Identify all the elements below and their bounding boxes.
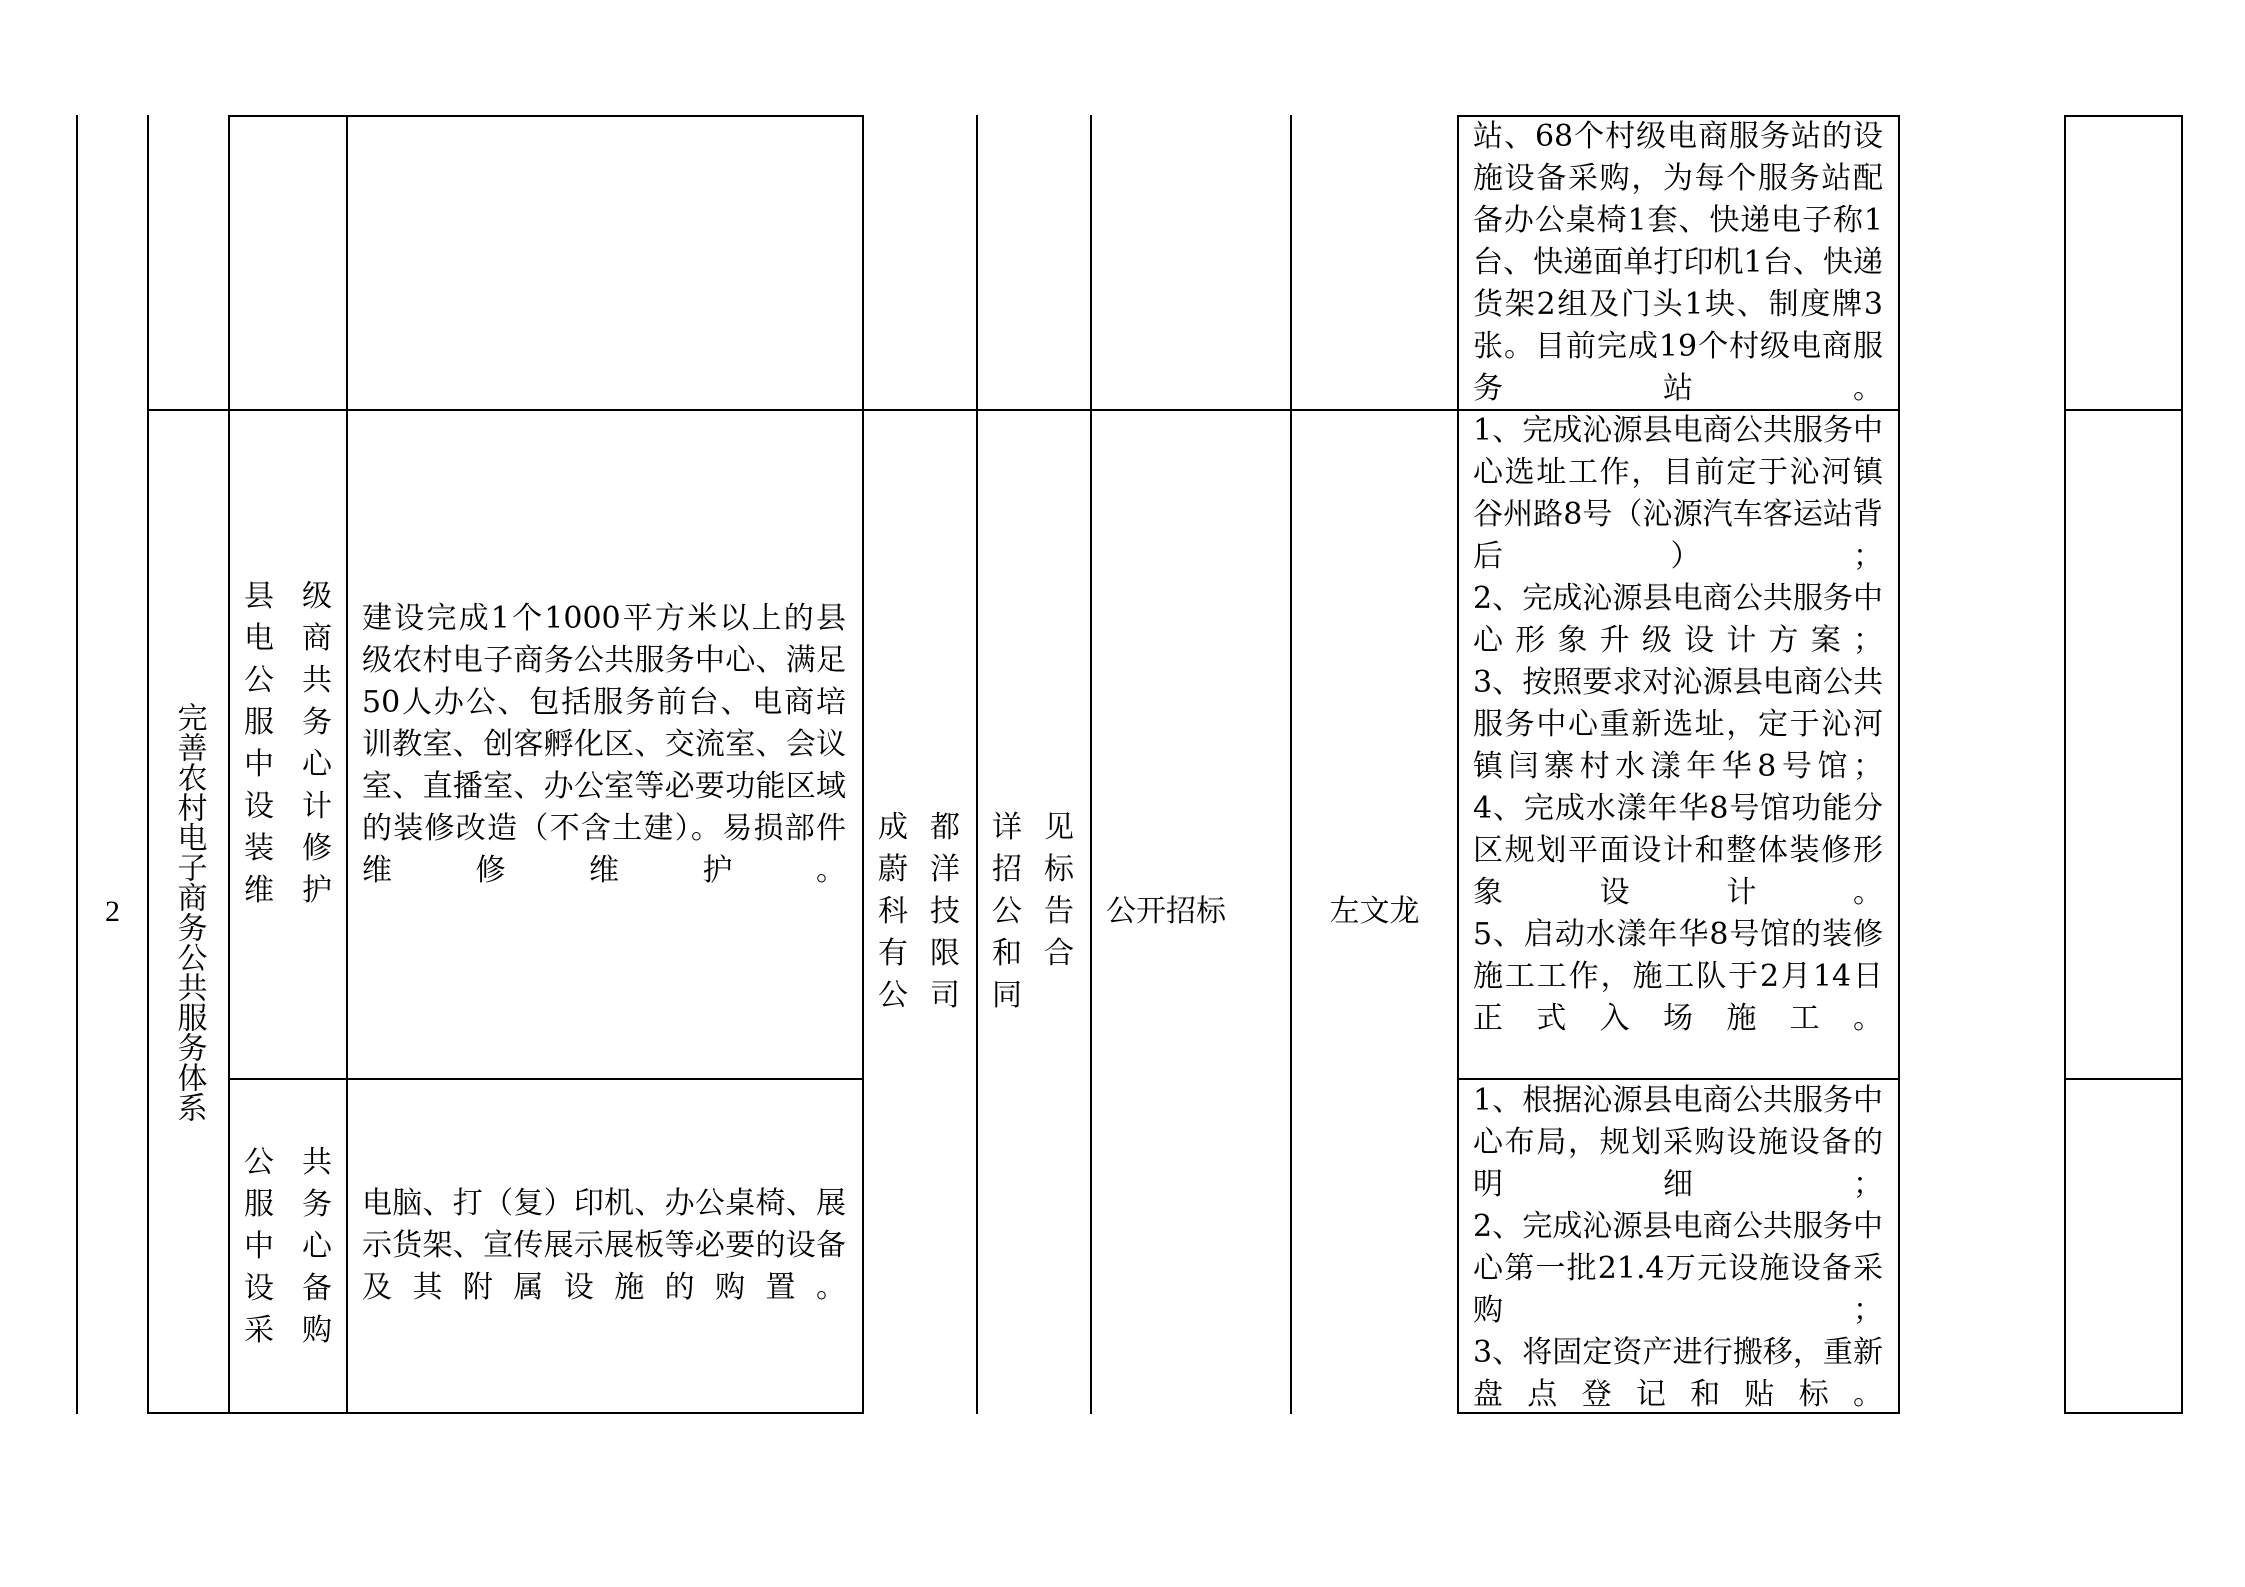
- grid-line: [2064, 115, 2183, 117]
- progress-text-continued: 站、68个村级电商服务站的设施设备采购，为每个服务站配备办公桌椅1套、快递电子称1台、快递面单打印机1台、快递货架2组及门头1块、制度牌3张。目前完成19个村级电商服务站。: [1473, 119, 1883, 406]
- grid-line: [976, 115, 978, 1414]
- procurement-method: 公开招标: [1106, 894, 1226, 929]
- grid-line: [862, 115, 864, 1414]
- grid-line: [147, 1412, 864, 1414]
- grid-line: [2064, 409, 2183, 411]
- content-text-1: 建设完成1个1000平方米以上的县级农村电子商务公共服务中心、满足50人办公、包括服务前台、电商培训教室、创客孵化区、交流室、会议室、直播室、办公室等必要功能区域的装修改造（不含土建）。易损部件维修维护。: [362, 601, 846, 888]
- progress-item: 4、完成水漾年华8号馆功能分区规划平面设计和整体装修形象设计。: [1473, 791, 1883, 910]
- grid-line: [346, 115, 348, 1414]
- progress-list-2: [1473, 1080, 1883, 1416]
- grid-line: [228, 115, 864, 117]
- contract-reference: 详见招标公告和合同: [992, 810, 1074, 1013]
- category-text: 完善农村电子商务公共服务体系: [171, 701, 207, 1122]
- progress-item: 1、完成沁源县电商公共服务中心选址工作，目前定于沁河镇谷州路8号（沁源汽车客运站背后）；: [1473, 413, 1883, 574]
- item-name-2: 公共服务中心设备采购: [244, 1145, 332, 1348]
- row-number: 2: [105, 894, 120, 928]
- grid-line: [1090, 115, 1092, 1414]
- supplier-name: 成都蔚洋科技有限公司: [878, 810, 960, 1013]
- grid-line: [2064, 115, 2066, 1414]
- grid-line: [1898, 115, 1900, 1414]
- grid-line: [1457, 115, 1459, 1414]
- progress-item: 3、按照要求对沁源县电商公共服务中心重新选址，定于沁河镇闫寨村水漾年华8号馆；: [1473, 665, 1883, 784]
- grid-line: [2064, 1078, 2183, 1080]
- progress-item: 3、将固定资产进行搬移，重新盘点登记和贴标。: [1473, 1335, 1883, 1412]
- progress-item: 2、完成沁源县电商公共服务中心第一批21.4万元设施设备采购；: [1473, 1209, 1883, 1328]
- grid-line: [2064, 1412, 2183, 1414]
- grid-line: [2181, 115, 2183, 1414]
- progress-item: 1、根据沁源县电商公共服务中心布局，规划采购设施设备的明细；: [1473, 1083, 1883, 1202]
- grid-line: [228, 115, 230, 1414]
- content-text-2: 电脑、打（复）印机、办公桌椅、展示货架、宣传展示展板等必要的设备及其附属设施的购置。: [362, 1186, 846, 1305]
- progress-item: 2、完成沁源县电商公共服务中心形象升级设计方案；: [1473, 581, 1883, 658]
- item-name-1: 县级电商公共服务中心设计装修维护: [244, 579, 332, 908]
- grid-line: [1290, 115, 1292, 1414]
- progress-list-1: [1473, 410, 1883, 1040]
- grid-line: [228, 1078, 864, 1080]
- responsible-person: 左文龙: [1329, 894, 1420, 929]
- progress-item: 5、启动水漾年华8号馆的装修施工工作，施工队于2月14日正式入场施工。: [1473, 917, 1883, 1036]
- category-cell: [149, 411, 228, 1412]
